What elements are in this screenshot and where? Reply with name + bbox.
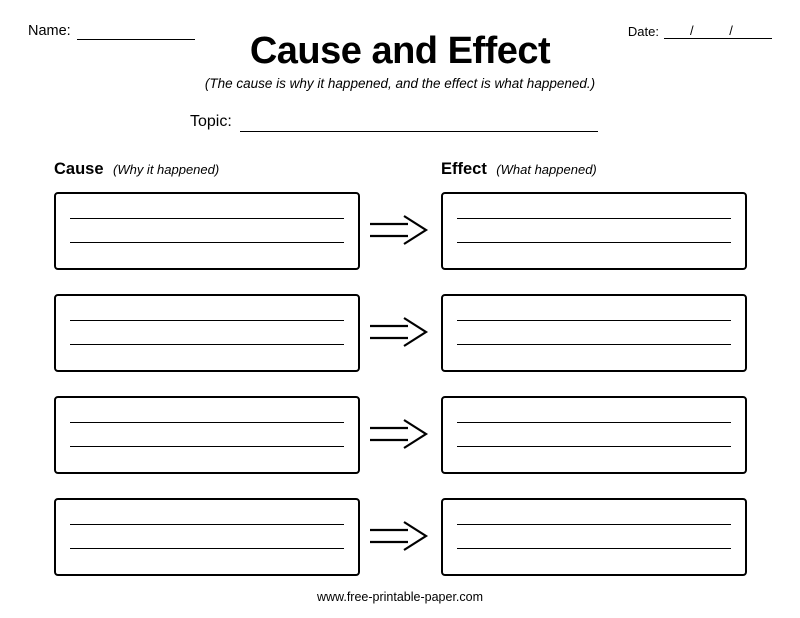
- cause-write-line-2[interactable]: [70, 344, 344, 345]
- cause-box[interactable]: [54, 498, 360, 576]
- effect-column-heading: [441, 160, 597, 179]
- topic-label: Topic:: [190, 113, 232, 130]
- cause-heading-text: Cause: [54, 160, 104, 178]
- double-arrow-right-icon: [368, 214, 434, 248]
- date-input-line[interactable]: [664, 24, 772, 39]
- column-headings: [0, 160, 800, 182]
- double-arrow-right-icon: [368, 520, 434, 554]
- table-row: [0, 294, 800, 378]
- date-label: Date:: [627, 24, 659, 39]
- effect-write-line-2[interactable]: [457, 446, 731, 447]
- effect-write-line-1[interactable]: [457, 320, 731, 321]
- effect-box[interactable]: [441, 294, 747, 372]
- double-arrow-right-icon: [368, 316, 434, 350]
- topic-input-line[interactable]: [240, 130, 598, 132]
- table-row: [0, 396, 800, 480]
- cause-write-line-2[interactable]: [70, 242, 344, 243]
- worksheet-header: [0, 18, 800, 91]
- cause-box[interactable]: [54, 192, 360, 270]
- cause-write-line-1[interactable]: [70, 320, 344, 321]
- cause-box[interactable]: [54, 294, 360, 372]
- effect-write-line-1[interactable]: [457, 422, 731, 423]
- cause-column-heading: [54, 160, 219, 179]
- name-label: Name:: [28, 23, 71, 39]
- cause-write-line-2[interactable]: [70, 446, 344, 447]
- table-row: [0, 192, 800, 276]
- cause-write-line-2[interactable]: [70, 548, 344, 549]
- page-subtitle: (The cause is why it happened, and the effect is what happened.): [204, 76, 596, 91]
- effect-write-line-1[interactable]: [457, 524, 731, 525]
- date-separators: / /: [690, 23, 749, 38]
- double-arrow-right-icon: [368, 418, 434, 452]
- effect-box[interactable]: [441, 498, 747, 576]
- cause-write-line-1[interactable]: [70, 422, 344, 423]
- cause-write-line-1[interactable]: [70, 524, 344, 525]
- page-title: Cause and Effect: [249, 30, 551, 72]
- effect-write-line-2[interactable]: [457, 242, 731, 243]
- effect-box[interactable]: [441, 192, 747, 270]
- date-field-group: [628, 24, 772, 39]
- effect-write-line-2[interactable]: [457, 548, 731, 549]
- effect-heading-note: (What happened): [496, 162, 597, 177]
- cause-box[interactable]: [54, 396, 360, 474]
- effect-write-line-1[interactable]: [457, 218, 731, 219]
- cause-write-line-1[interactable]: [70, 218, 344, 219]
- cause-effect-grid: [0, 192, 800, 600]
- effect-box[interactable]: [441, 396, 747, 474]
- cause-heading-note: (Why it happened): [112, 162, 220, 177]
- footer-source: www.free-printable-paper.com: [316, 590, 484, 604]
- effect-heading-text: Effect: [441, 160, 487, 178]
- topic-field-group: [190, 114, 598, 132]
- effect-write-line-2[interactable]: [457, 344, 731, 345]
- table-row: [0, 498, 800, 582]
